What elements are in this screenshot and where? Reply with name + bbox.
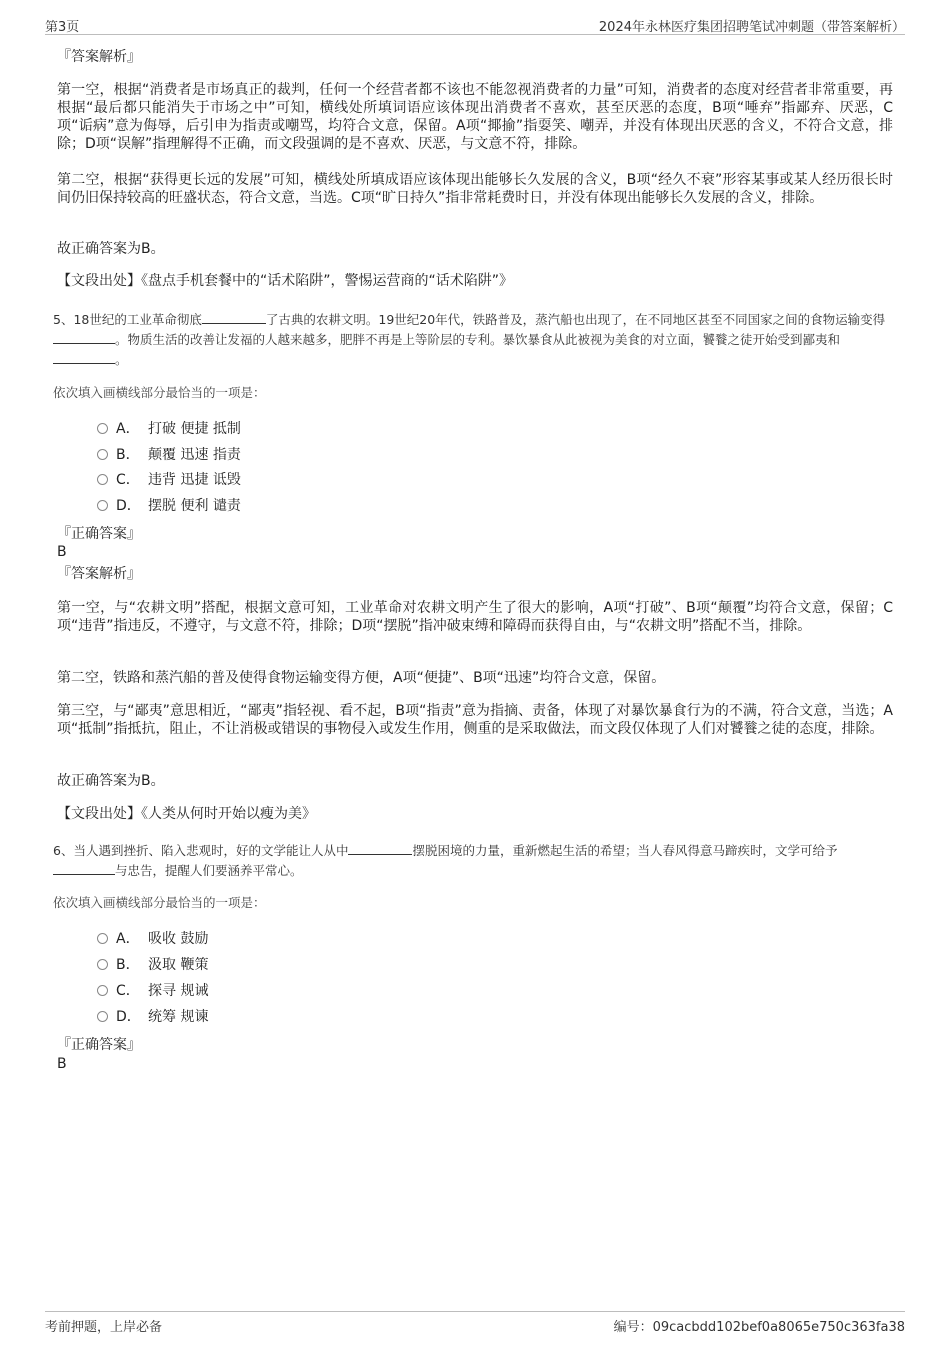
analysis-label: 『答案解析』 [57, 566, 141, 582]
correct-answer-label: 『正确答案』 [57, 1037, 141, 1053]
question-prompt: 依次填入画横线部分最恰当的一项是： [53, 895, 266, 910]
question-prompt: 依次填入画横线部分最恰当的一项是： [53, 385, 266, 400]
page-number: 第3页 [45, 20, 80, 35]
option-a[interactable]: A． 吸收 鼓励 [97, 930, 208, 948]
radio-icon[interactable] [97, 1011, 108, 1022]
correct-answer: B [57, 1056, 67, 1072]
source-citation: 【文段出处】《人类从何时开始以瘦为美》 [57, 806, 316, 822]
option-b[interactable]: B． 颠覆 迅速 指责 [97, 446, 241, 464]
radio-icon[interactable] [97, 449, 108, 460]
fill-blank [53, 862, 115, 875]
conclusion: 故正确答案为B。 [57, 773, 165, 789]
radio-icon[interactable] [97, 423, 108, 434]
analysis-paragraph: 第二空，铁路和蒸汽船的普及使得食物运输变得方便，A项“便捷”、B项“迅速”均符合文意，保留。 [57, 670, 666, 686]
analysis-label: 『答案解析』 [57, 49, 141, 65]
radio-icon[interactable] [97, 500, 108, 511]
radio-icon[interactable] [97, 933, 108, 944]
analysis-paragraph: 第一空，根据“消费者是市场真正的裁判，任何一个经营者都不该也不能忽视消费者的力量”可知，消费者的态度对经营者非常重要，再根据“最后都只能消失于市场之中”可知，横线处所填词语应该体现出消费者不喜欢，甚至厌恶的态度，B项“唾弃”指鄙弃、厌恶，C项“诟病”意为侮辱，后引申为指责或嘲骂，均符合文意，保留。A项“揶揄”指耍笑、嘲弄，并没有体现出厌恶的含义，不符合文意，排除；D项“误解”指理解得不正确，而文段强调的是不喜欢、厌恶，与文意不符，排除。 [57, 82, 893, 152]
analysis-paragraph: 第二空，根据“获得更长远的发展”可知，横线处所填成语应该体现出能够长久发展的含义，B项“经久不衰”形容某事或某人经历很长时间仍旧保持较高的旺盛状态，符合文意，当选。C项“旷日持久”指非常耗费时日，并没有体现出能够长久发展的含义，排除。 [57, 172, 893, 206]
page-header [45, 14, 905, 35]
analysis-paragraph: 第三空，与“鄙夷”意思相近，“鄙夷”指轻视、看不起，B项“指责”意为指摘、责备，体现了对暴饮暴食行为的不满，符合文意，当选；A项“抵制”指抵抗，阻止，不让消极或错误的事物侵入或发生作用，侧重的是采取做法，而文段仅体现了人们对饕餮之徒的态度，排除。 [57, 703, 893, 737]
fill-blank [53, 331, 115, 344]
option-b[interactable]: B． 汲取 鞭策 [97, 956, 208, 974]
document-id: 编号：09cacbdd102bef0a8065e750c363fa38 [613, 1320, 905, 1335]
conclusion: 故正确答案为B。 [57, 241, 165, 257]
option-d[interactable]: D． 摆脱 便利 谴责 [97, 497, 241, 515]
analysis-paragraph: 第一空，与“农耕文明”搭配，根据文意可知，工业革命对农耕文明产生了很大的影响，A项“打破”、B项“颠覆”均符合文意，保留；C项“违背”指违反，不遵守，与文意不符，排除；D项“摆脱”指冲破束缚和障碍而获得自由，与“农耕文明”搭配不当，排除。 [57, 600, 893, 634]
question-text: 5、18世纪的工业革命彻底 了古典的农耕文明。19世纪20年代，铁路普及，蒸汽船也出现了，在不同地区甚至不同国家之间的食物运输变得。物质生活的改善让发福的人越来越多，肥胖不再是上等阶层的专利。暴饮暴食从此被视为美食的对立面，饕餮之徒开始受到鄙夷和。 [53, 312, 886, 367]
radio-icon[interactable] [97, 474, 108, 485]
footer-slogan: 考前押题，上岸必备 [45, 1320, 163, 1335]
correct-answer-label: 『正确答案』 [57, 526, 141, 542]
radio-icon[interactable] [97, 985, 108, 996]
option-d[interactable]: D． 统筹 规谏 [97, 1008, 208, 1026]
question-text: 6、当人遇到挫折、陷入悲观时，好的文学能让人从中 摆脱困境的力量，重新燃起生活的希望；当人春风得意马蹄疾时，文学可给予与忠告，提醒人们要涵养平常心。 [53, 843, 838, 878]
source-citation: 【文段出处】《盘点手机套餐中的“话术陷阱”，警惕运营商的“话术陷阱”》 [57, 273, 514, 289]
correct-answer: B [57, 544, 67, 560]
document-title: 2024年永林医疗集团招聘笔试冲刺题（带答案解析） [598, 20, 905, 35]
option-c[interactable]: C． 违背 迅捷 诋毁 [97, 471, 241, 489]
fill-blank [53, 351, 115, 364]
option-c[interactable]: C． 探寻 规诫 [97, 982, 208, 1000]
page-footer [45, 1311, 905, 1334]
fill-blank [348, 842, 412, 855]
option-a[interactable]: A． 打破 便捷 抵制 [97, 420, 241, 438]
radio-icon[interactable] [97, 959, 108, 970]
fill-blank [202, 311, 266, 324]
